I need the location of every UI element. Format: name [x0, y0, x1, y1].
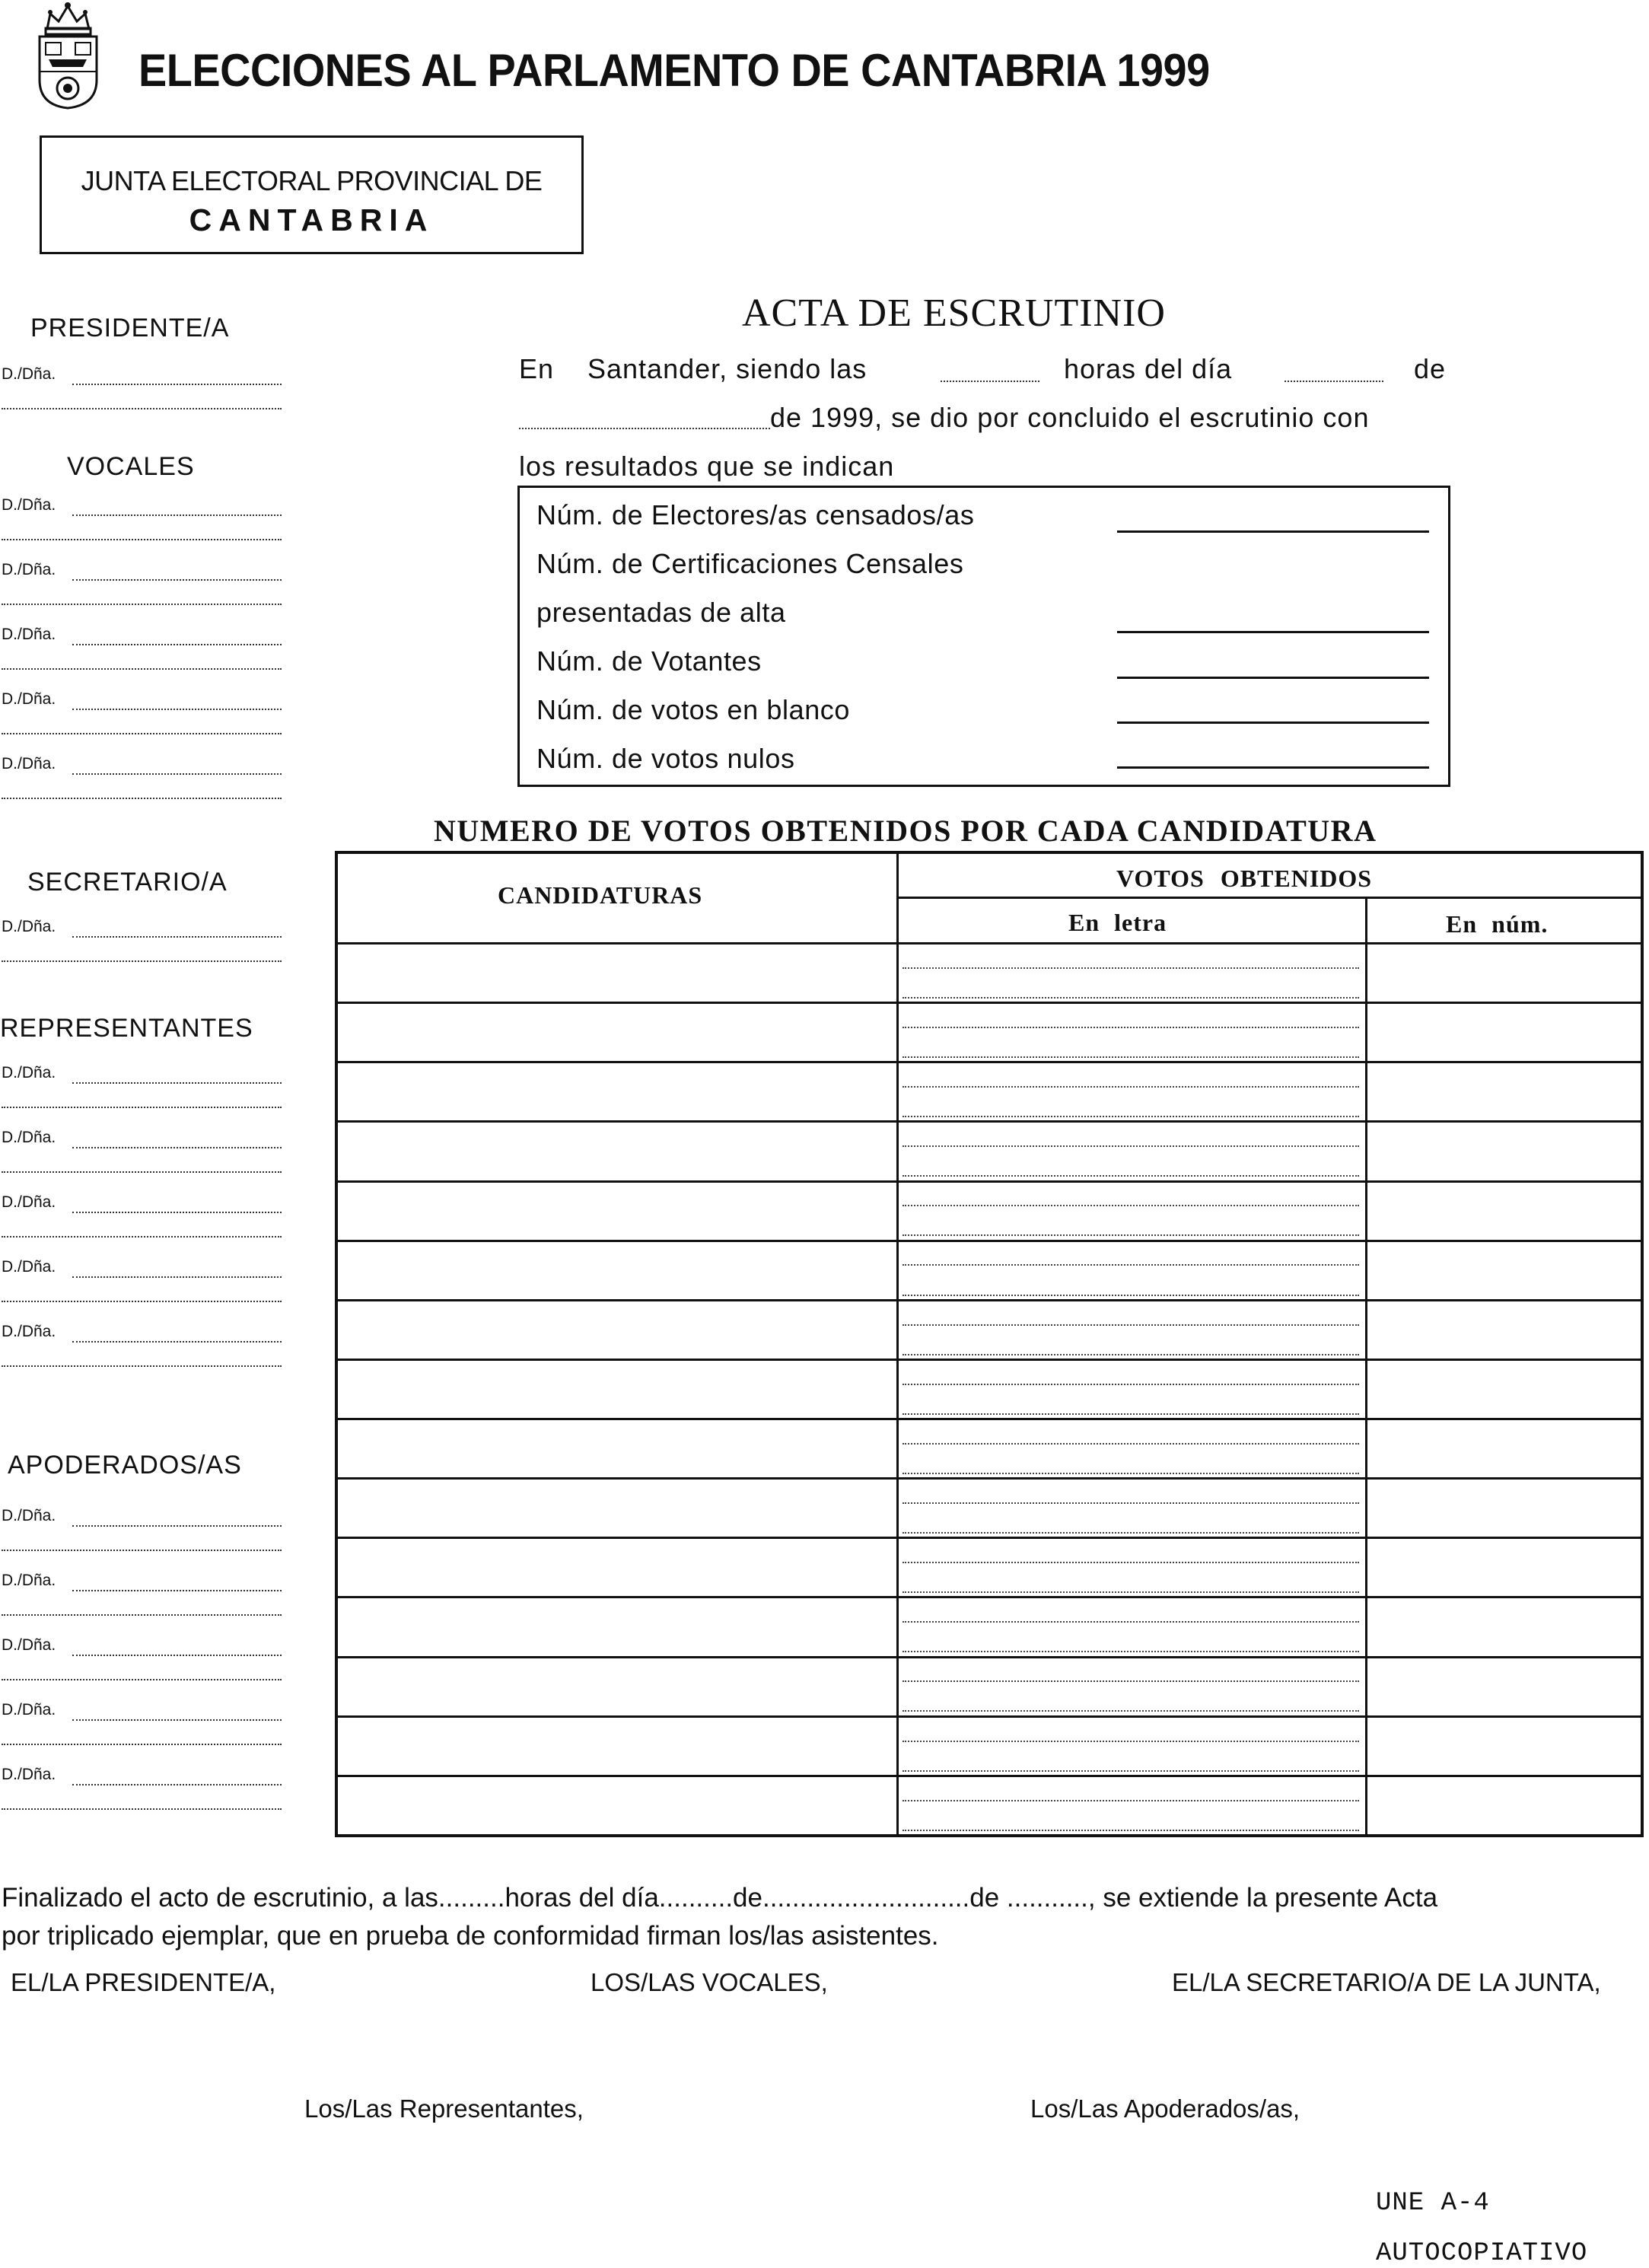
col-en-letra: En letra — [1068, 909, 1167, 936]
representante-dotted-line — [2, 1236, 282, 1238]
votos-num-cell[interactable] — [1365, 1656, 1641, 1715]
cantabria-crest-icon — [32, 0, 104, 110]
candidatura-cell[interactable] — [338, 1240, 896, 1299]
votos-letra-cell[interactable] — [896, 1537, 1365, 1596]
candidatura-cell[interactable] — [338, 1418, 896, 1477]
votos-num-cell[interactable] — [1365, 1775, 1641, 1834]
certificaciones-field[interactable] — [1117, 631, 1429, 633]
header-divider — [896, 897, 1641, 899]
candidatura-cell[interactable] — [338, 1180, 896, 1240]
votos-letra-cell[interactable] — [896, 1240, 1365, 1299]
representante-prefix: D./Dña. — [2, 1129, 56, 1146]
vocal-prefix: D./Dña. — [2, 561, 56, 578]
secretario-dotted-line — [2, 960, 282, 962]
representante-prefix: D./Dña. — [2, 1323, 56, 1340]
candidatura-cell[interactable] — [338, 1656, 896, 1715]
apoderado-field[interactable] — [2, 1572, 56, 1590]
sign-vocales-label: LOS/LAS VOCALES, — [591, 1968, 828, 1996]
apoderado-dotted-line — [72, 1525, 282, 1527]
apoderado-dotted-line — [72, 1784, 282, 1785]
apoderado-dotted-line — [72, 1590, 282, 1591]
apoderado-dotted-line — [2, 1808, 282, 1810]
certificaciones-label: Núm. de Certificaciones Censales — [536, 548, 964, 579]
apoderados-heading: APODERADOS/AS — [8, 1451, 242, 1480]
votos-num-cell[interactable] — [1365, 1002, 1641, 1061]
page-title: ELECCIONES AL PARLAMENTO DE CANTABRIA 1999 — [138, 45, 1210, 96]
acta-line2: de 1999, se dio por concluido el escrutinio con — [770, 402, 1370, 433]
votos-letra-cell[interactable] — [896, 1061, 1365, 1120]
blanco-label: Núm. de votos en blanco — [536, 694, 851, 725]
representante-field[interactable] — [2, 1129, 56, 1147]
representantes-heading: REPRESENTANTES — [0, 1014, 253, 1043]
acta-line1-b: Santander, siendo las — [587, 353, 867, 384]
votes-table-title: NUMERO DE VOTOS OBTENIDOS POR CADA CANDIDATURA — [434, 814, 1377, 848]
votos-letra-cell[interactable] — [896, 1775, 1365, 1834]
representante-dotted-line — [72, 1082, 282, 1084]
electores-label: Núm. de Electores/as censados/as — [536, 499, 975, 530]
vocal-prefix: D./Dña. — [2, 690, 56, 708]
sign-secretario-label: EL/LA SECRETARIO/A DE LA JUNTA, — [1172, 1968, 1601, 1996]
vocal-prefix: D./Dña. — [2, 626, 56, 643]
apoderado-dotted-line — [72, 1719, 282, 1721]
representante-field[interactable] — [2, 1323, 56, 1341]
representante-dotted-line — [72, 1276, 282, 1278]
secretario-dotted-line — [72, 936, 282, 938]
vocal-prefix: D./Dña. — [2, 755, 56, 772]
sign-presidente-label: EL/LA PRESIDENTE/A, — [11, 1968, 276, 1996]
col-votos-obtenidos: VOTOS OBTENIDOS — [1116, 865, 1373, 892]
presidente-field[interactable] — [2, 365, 56, 384]
vocal-dotted-line — [72, 644, 282, 645]
une-a4-label: UNE A-4 — [1376, 2189, 1490, 2218]
candidatura-cell[interactable] — [338, 1002, 896, 1061]
representante-prefix: D./Dña. — [2, 1258, 56, 1276]
votos-num-cell[interactable] — [1365, 1596, 1641, 1655]
representante-dotted-line — [72, 1341, 282, 1343]
apoderado-field[interactable] — [2, 1636, 56, 1655]
acta-title: ACTA DE ESCRUTINIO — [742, 291, 1166, 335]
apoderado-dotted-line — [72, 1655, 282, 1656]
sign-representantes-label: Los/Las Representantes, — [304, 2094, 584, 2123]
vocal-dotted-line — [72, 514, 282, 516]
apoderado-prefix: D./Dña. — [2, 1701, 56, 1719]
votos-letra-cell[interactable] — [896, 1002, 1365, 1061]
representante-prefix: D./Dña. — [2, 1064, 56, 1081]
votantes-label: Núm. de Votantes — [536, 645, 762, 677]
representante-field[interactable] — [2, 1193, 56, 1212]
candidatura-cell[interactable] — [338, 1775, 896, 1834]
closing-paragraph-line1: Finalizado el acto de escrutinio, a las.........horas del día..........de............................de ..........., se extiende la presente Acta — [2, 1883, 1438, 1913]
presidente-heading: PRESIDENTE/A — [30, 314, 230, 342]
representante-dotted-line — [72, 1212, 282, 1213]
vocal-dotted-line — [2, 539, 282, 540]
representante-dotted-line — [72, 1147, 282, 1148]
votos-letra-cell[interactable] — [896, 1656, 1365, 1715]
votos-letra-cell[interactable] — [896, 1359, 1365, 1418]
votos-num-cell[interactable] — [1365, 1359, 1641, 1418]
apoderado-field[interactable] — [2, 1507, 56, 1525]
apoderado-prefix: D./Dña. — [2, 1766, 56, 1783]
vocal-dotted-line — [2, 798, 282, 799]
candidatura-cell[interactable] — [338, 1537, 896, 1596]
junta-electoral-box — [40, 135, 584, 254]
apoderado-field[interactable] — [2, 1766, 56, 1784]
acta-hour-field[interactable] — [941, 381, 1039, 382]
candidatura-cell[interactable] — [338, 1061, 896, 1120]
representante-field[interactable] — [2, 1258, 56, 1276]
candidatura-cell[interactable] — [338, 1477, 896, 1537]
votos-num-cell[interactable] — [1365, 1418, 1641, 1477]
votos-letra-cell[interactable] — [896, 1477, 1365, 1537]
col-candidaturas: CANDIDATURAS — [498, 881, 703, 909]
votos-letra-cell[interactable] — [896, 1120, 1365, 1180]
vocal-dotted-line — [72, 579, 282, 581]
presidente-dotted-line — [72, 384, 282, 385]
closing-paragraph-line2: por triplicado ejemplar, que en prueba de conformidad firman los/las asistentes. — [2, 1921, 939, 1951]
apoderado-dotted-line — [2, 1744, 282, 1745]
apoderado-prefix: D./Dña. — [2, 1572, 56, 1589]
results-box — [517, 486, 1450, 787]
votos-num-cell[interactable] — [1365, 1120, 1641, 1180]
vocal-dotted-line — [2, 733, 282, 734]
vocal-field[interactable] — [2, 626, 56, 644]
vocal-dotted-line — [72, 773, 282, 775]
apoderado-dotted-line — [2, 1550, 282, 1551]
vocal-field[interactable] — [2, 496, 56, 514]
junta-line1: JUNTA ELECTORAL PROVINCIAL DE — [81, 165, 543, 196]
nulos-field[interactable] — [1117, 766, 1429, 769]
sign-apoderados-label: Los/Las Apoderados/as, — [1030, 2094, 1300, 2123]
vocal-dotted-line — [72, 709, 282, 710]
candidatura-cell[interactable] — [338, 1596, 896, 1655]
candidatura-cell[interactable] — [338, 1120, 896, 1180]
vocal-field[interactable] — [2, 561, 56, 579]
vocal-dotted-line — [2, 668, 282, 670]
votos-num-cell[interactable] — [1365, 1061, 1641, 1120]
secretario-prefix: D./Dña. — [2, 918, 56, 935]
votos-num-cell[interactable] — [1365, 1715, 1641, 1775]
votos-letra-cell[interactable] — [896, 1299, 1365, 1359]
votos-letra-cell[interactable] — [896, 1418, 1365, 1477]
votos-num-cell[interactable] — [1365, 1240, 1641, 1299]
representante-dotted-line — [2, 1171, 282, 1173]
representante-dotted-line — [2, 1107, 282, 1108]
votos-num-cell[interactable] — [1365, 1299, 1641, 1359]
votes-table — [335, 851, 1644, 1837]
candidatura-cell[interactable] — [338, 942, 896, 1002]
votos-num-cell[interactable] — [1365, 1477, 1641, 1537]
votos-num-cell[interactable] — [1365, 1537, 1641, 1596]
acta-line3: los resultados que se indican — [519, 451, 895, 482]
blanco-field[interactable] — [1117, 721, 1429, 724]
votos-letra-cell[interactable] — [896, 1596, 1365, 1655]
presidente-dotted-line — [2, 408, 282, 409]
votos-num-cell[interactable] — [1365, 1180, 1641, 1240]
votos-num-cell[interactable] — [1365, 942, 1641, 1002]
acta-month-field[interactable] — [519, 428, 770, 429]
presentadas-label: presentadas de alta — [536, 597, 786, 628]
vocal-dotted-line — [2, 604, 282, 605]
representante-dotted-line — [2, 1365, 282, 1367]
secretario-field[interactable] — [2, 918, 56, 936]
apoderado-field[interactable] — [2, 1701, 56, 1719]
presidente-prefix: D./Dña. — [2, 365, 56, 383]
vocales-heading: VOCALES — [67, 452, 195, 481]
representante-prefix: D./Dña. — [2, 1193, 56, 1211]
candidatura-cell[interactable] — [338, 1299, 896, 1359]
apoderado-dotted-line — [2, 1614, 282, 1616]
col-en-num: En núm. — [1446, 910, 1549, 938]
candidatura-cell[interactable] — [338, 1359, 896, 1418]
votantes-field[interactable] — [1117, 677, 1429, 679]
acta-day-field[interactable] — [1285, 381, 1383, 382]
vocal-field[interactable] — [2, 690, 56, 709]
junta-line2: CANTABRIA — [189, 202, 435, 237]
vocal-prefix: D./Dña. — [2, 496, 56, 514]
votos-letra-cell[interactable] — [896, 1715, 1365, 1775]
autocopiativo-label: AUTOCOPIATIVO — [1376, 2239, 1588, 2268]
electores-field[interactable] — [1117, 530, 1429, 533]
apoderado-prefix: D./Dña. — [2, 1507, 56, 1524]
representante-field[interactable] — [2, 1064, 56, 1082]
secretario-heading: SECRETARIO/A — [27, 868, 228, 897]
vocal-field[interactable] — [2, 755, 56, 773]
votos-letra-cell[interactable] — [896, 1180, 1365, 1240]
apoderado-prefix: D./Dña. — [2, 1636, 56, 1654]
votos-letra-cell[interactable] — [896, 942, 1365, 1002]
acta-line1-a: En — [519, 353, 555, 384]
nulos-label: Núm. de votos nulos — [536, 743, 795, 774]
candidatura-cell[interactable] — [338, 1715, 896, 1775]
acta-line1-c: horas del día — [1064, 353, 1233, 384]
acta-line1-d: de — [1414, 353, 1447, 384]
apoderado-dotted-line — [2, 1679, 282, 1680]
representante-dotted-line — [2, 1301, 282, 1302]
